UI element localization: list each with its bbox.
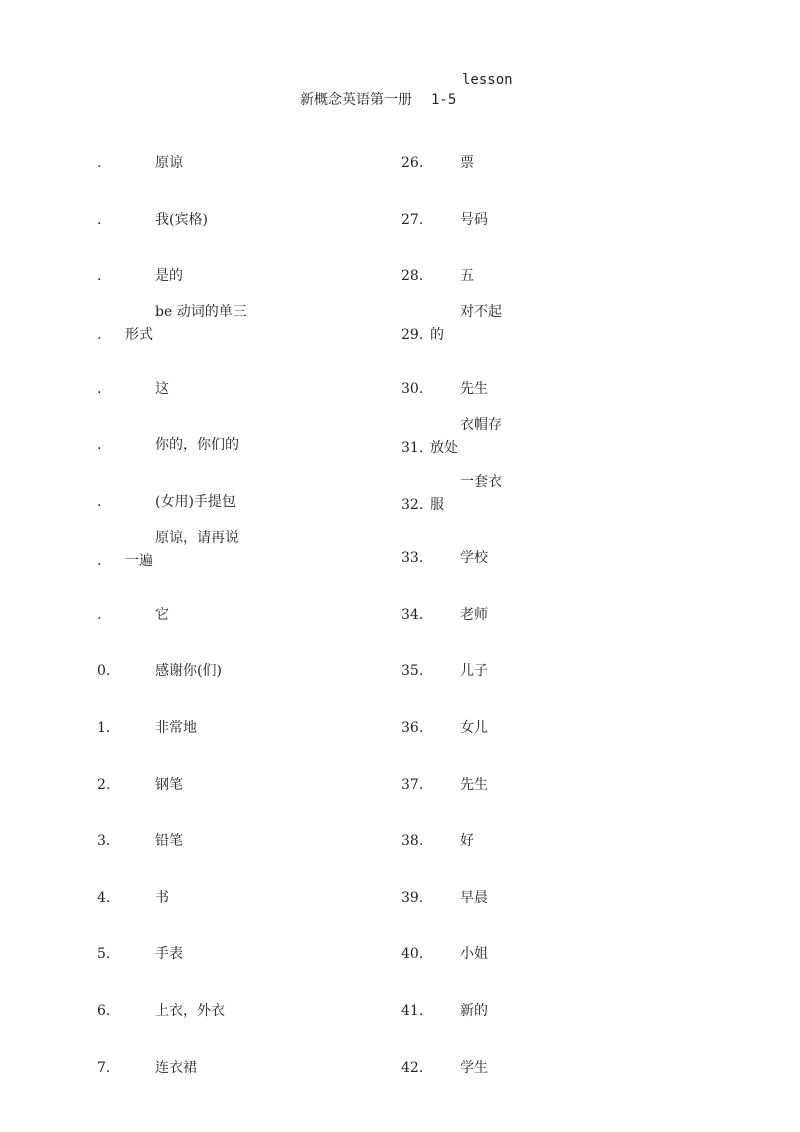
vocab-number: 27. bbox=[401, 212, 424, 228]
vocab-number: 42. bbox=[401, 1060, 424, 1076]
vocab-meaning-line2: 服 bbox=[430, 497, 444, 513]
vocab-meaning: 上衣，外衣 bbox=[155, 1003, 225, 1019]
vocab-meaning: 原谅 bbox=[155, 155, 183, 171]
vocab-meaning: 手表 bbox=[155, 946, 183, 962]
vocab-meaning: 先生 bbox=[460, 777, 488, 793]
vocab-meaning: 五 bbox=[460, 268, 474, 284]
vocab-meaning: 是的 bbox=[155, 268, 183, 284]
vocab-meaning-line1: 对不起 bbox=[460, 304, 502, 320]
vocab-meaning: 早晨 bbox=[460, 890, 488, 906]
vocab-meaning-line1: be 动词的单三 bbox=[155, 304, 247, 320]
vocab-meaning: 号码 bbox=[460, 212, 488, 228]
vocab-meaning-line2: 一遍 bbox=[125, 553, 153, 569]
vocab-number: 4. bbox=[97, 890, 111, 906]
vocab-number: 32. bbox=[401, 497, 424, 513]
vocab-number: 28. bbox=[401, 268, 424, 284]
vocab-number: 33. bbox=[401, 550, 424, 566]
vocab-meaning: 儿子 bbox=[460, 663, 488, 679]
vocab-number: . bbox=[97, 553, 102, 569]
vocab-number: 36. bbox=[401, 720, 424, 736]
vocab-meaning-line1: 衣帽存 bbox=[460, 417, 502, 433]
vocab-meaning-line2: 形式 bbox=[125, 327, 153, 343]
vocab-meaning-line1: 一套衣 bbox=[460, 474, 502, 490]
vocab-number: 31. bbox=[401, 440, 424, 456]
vocab-meaning: 好 bbox=[460, 833, 474, 849]
vocab-number: 40. bbox=[401, 946, 424, 962]
vocab-meaning: 先生 bbox=[460, 381, 488, 397]
vocab-number: . bbox=[97, 381, 102, 397]
vocab-meaning: 非常地 bbox=[155, 720, 197, 736]
vocab-meaning: 学校 bbox=[460, 550, 488, 566]
vocab-meaning: 学生 bbox=[460, 1060, 488, 1076]
header-lesson-word: lesson bbox=[462, 72, 513, 88]
vocab-meaning: 我(宾格) bbox=[155, 212, 208, 228]
vocab-number: 3. bbox=[97, 833, 111, 849]
vocab-number: 6. bbox=[97, 1003, 111, 1019]
vocab-number: . bbox=[97, 212, 102, 228]
vocab-meaning: 老师 bbox=[460, 607, 488, 623]
vocab-meaning: 小姐 bbox=[460, 946, 488, 962]
vocab-number: 39. bbox=[401, 890, 424, 906]
vocab-number: . bbox=[97, 494, 102, 510]
vocab-number: 26. bbox=[401, 155, 424, 171]
vocab-meaning: (女用)手提包 bbox=[155, 494, 236, 510]
vocab-meaning-line2: 放处 bbox=[430, 440, 458, 456]
vocab-number: . bbox=[97, 327, 102, 343]
vocab-number: 41. bbox=[401, 1003, 424, 1019]
vocab-number: 30. bbox=[401, 381, 424, 397]
vocab-number: 35. bbox=[401, 663, 424, 679]
vocab-meaning: 它 bbox=[155, 607, 169, 623]
vocab-number: . bbox=[97, 607, 102, 623]
vocab-number: . bbox=[97, 155, 102, 171]
vocab-meaning: 铅笔 bbox=[155, 833, 183, 849]
vocab-meaning: 书 bbox=[155, 890, 169, 906]
vocab-number: 37. bbox=[401, 777, 424, 793]
vocab-number: 7. bbox=[97, 1060, 111, 1076]
vocab-meaning: 钢笔 bbox=[155, 777, 183, 793]
vocab-meaning: 女儿 bbox=[460, 720, 488, 736]
vocab-meaning: 感谢你(们) bbox=[155, 663, 222, 679]
vocab-number: 38. bbox=[401, 833, 424, 849]
vocab-number: . bbox=[97, 268, 102, 284]
vocab-number: 34. bbox=[401, 607, 424, 623]
vocab-meaning: 新的 bbox=[460, 1003, 488, 1019]
page-title-range: 1-5 bbox=[431, 92, 457, 108]
vocab-meaning: 这 bbox=[155, 381, 169, 397]
vocab-number: 5. bbox=[97, 946, 111, 962]
vocab-meaning-line1: 原谅，请再说 bbox=[155, 530, 239, 546]
vocab-number: 29. bbox=[401, 327, 424, 343]
vocab-meaning-line2: 的 bbox=[430, 327, 444, 343]
vocab-meaning: 票 bbox=[460, 155, 474, 171]
vocab-number: 2. bbox=[97, 777, 111, 793]
vocab-number: 0. bbox=[97, 663, 111, 679]
vocab-number: . bbox=[97, 437, 102, 453]
page-title: 新概念英语第一册 bbox=[300, 92, 412, 108]
vocab-meaning: 连衣裙 bbox=[155, 1060, 197, 1076]
vocab-meaning: 你的，你们的 bbox=[155, 437, 239, 453]
vocab-number: 1. bbox=[97, 720, 111, 736]
